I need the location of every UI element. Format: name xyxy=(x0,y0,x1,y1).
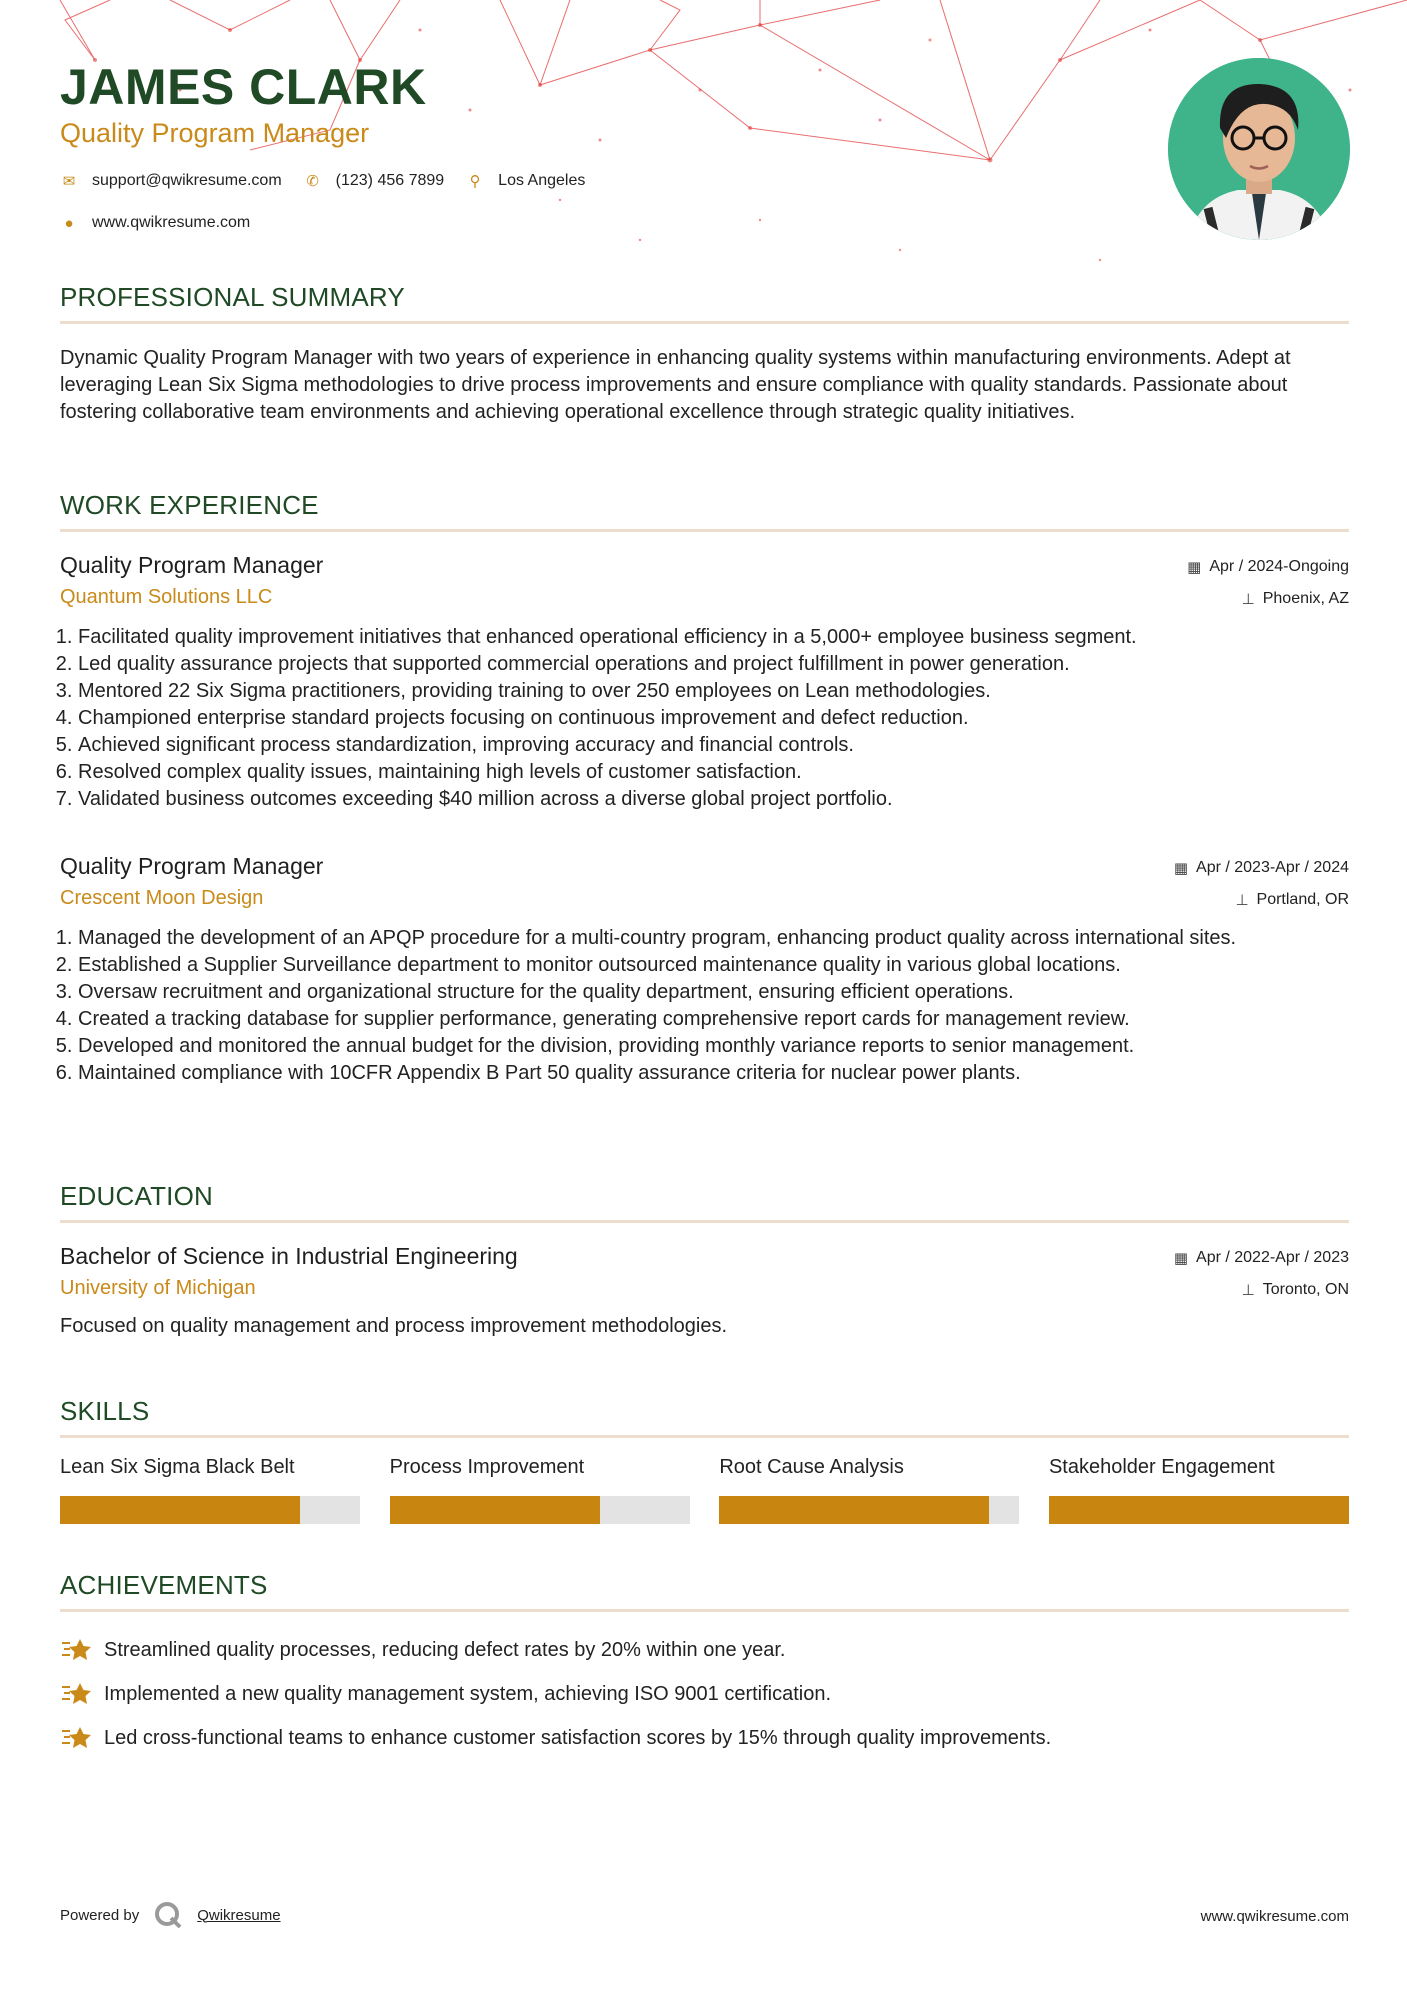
list-item xyxy=(60,1716,1349,1760)
achievement-text: Led cross-functional teams to enhance customer satisfaction scores by 15% through quality improvements. xyxy=(104,1726,1052,1749)
skill-item xyxy=(60,1456,360,1524)
list-item: 2. Led quality assurance projects that supported commercial operations and project fulfillment in power generation. xyxy=(78,651,1349,678)
star-medal-icon xyxy=(60,1679,94,1709)
map-pin-icon: ⚲ xyxy=(469,173,481,190)
skill-bar-fill xyxy=(390,1496,600,1524)
footer-website[interactable]: www.qwikresume.com xyxy=(1200,1908,1349,1925)
job-date-text: Apr / 2023-Apr / 2024 xyxy=(1196,859,1349,876)
achievements-heading: ACHIEVEMENTS xyxy=(60,1570,268,1600)
skills-heading: SKILLS xyxy=(60,1396,150,1426)
candidate-title: Quality Program Manager xyxy=(60,118,370,148)
skill-bar-fill xyxy=(60,1496,300,1524)
skill-bar-track xyxy=(1049,1496,1349,1524)
location-text: Los Angeles xyxy=(498,172,586,189)
education-location xyxy=(1242,1281,1349,1299)
skill-bar-fill xyxy=(1049,1496,1349,1524)
education-location-text: Toronto, ON xyxy=(1262,1281,1349,1298)
skill-name: Stakeholder Engagement xyxy=(1048,1456,1275,1478)
experience-heading: WORK EXPERIENCE xyxy=(60,490,319,520)
calendar-icon: ▦ xyxy=(1187,559,1202,576)
list-item: 6. Maintained compliance with 10CFR Appendix B Part 50 quality assurance criteria for nuclear power plants. xyxy=(78,1060,1349,1087)
job-title: Quality Program Manager xyxy=(60,853,324,879)
powered-by-label: Powered by xyxy=(60,1906,140,1924)
summary-text: Dynamic Quality Program Manager with two years of experience in enhancing quality systems within manufacturing environments. Adept at leveraging Lean Six Sigma methodologies to drive process improvements and ensure compliance with quality standards. Passionate about fostering collaborative team environments and achieving operational excellence through strategic quality initiatives. xyxy=(60,347,1291,423)
email-text: support@qwikresume.com xyxy=(92,172,282,189)
pushpin-icon: ⊥ xyxy=(1241,1282,1255,1299)
achievements-list xyxy=(60,1628,1349,1760)
skill-name: Process Improvement xyxy=(389,1456,585,1478)
list-item: 3. Mentored 22 Six Sigma practitioners, providing training to over 250 employees on Lean methodologies. xyxy=(78,678,1349,705)
list-item: 7. Validated business outcomes exceeding $40 million across a diverse global project portfolio. xyxy=(78,786,1349,813)
achievement-text: Implemented a new quality management system, achieving ISO 9001 certification. xyxy=(104,1682,832,1705)
section-divider xyxy=(60,1435,1349,1438)
skill-name: Root Cause Analysis xyxy=(719,1456,904,1478)
pushpin-icon: ⊥ xyxy=(1241,591,1255,608)
avatar xyxy=(1168,58,1350,240)
email-item[interactable] xyxy=(60,172,282,190)
education-date-text: Apr / 2022-Apr / 2023 xyxy=(1196,1249,1349,1266)
list-item: 4. Championed enterprise standard projects focusing on continuous improvement and defect reduction. xyxy=(78,705,1349,732)
phone-text: (123) 456 7899 xyxy=(335,172,445,189)
skill-item xyxy=(390,1456,690,1524)
skill-bar-fill xyxy=(719,1496,989,1524)
achievement-text: Streamlined quality processes, reducing defect rates by 20% within one year. xyxy=(104,1638,786,1661)
job-title: Quality Program Manager xyxy=(60,552,324,578)
envelope-icon: ✉ xyxy=(62,173,76,190)
star-medal-icon xyxy=(60,1635,94,1665)
section-divider xyxy=(60,321,1349,324)
skill-bar-track xyxy=(719,1496,1019,1524)
section-divider xyxy=(60,1609,1349,1612)
section-divider xyxy=(60,529,1349,532)
list-item: 6. Resolved complex quality issues, maintaining high levels of customer satisfaction. xyxy=(78,759,1349,786)
location-item xyxy=(466,172,585,190)
phone-item[interactable] xyxy=(304,172,445,190)
job-company: Quantum Solutions LLC xyxy=(60,586,273,608)
contact-row xyxy=(60,172,607,190)
job-bullets xyxy=(60,624,1349,813)
job-date-text: Apr / 2024-Ongoing xyxy=(1209,558,1349,575)
calendar-icon: ▦ xyxy=(1173,860,1189,877)
job-date xyxy=(1187,558,1349,576)
list-item: 5. Achieved significant process standardization, improving accuracy and financial controls. xyxy=(78,732,1349,759)
job-location-text: Phoenix, AZ xyxy=(1262,590,1349,607)
skill-item xyxy=(719,1456,1019,1524)
education-date xyxy=(1174,1249,1349,1267)
candidate-name: JAMES CLARK xyxy=(60,59,427,115)
school-name: University of Michigan xyxy=(60,1277,256,1299)
list-item: 1. Managed the development of an APQP procedure for a multi-country program, enhancing product quality across international sites. xyxy=(78,925,1349,952)
brand-link[interactable]: Qwikresume xyxy=(197,1906,281,1924)
job-bullets xyxy=(60,925,1349,1087)
job-location xyxy=(1242,590,1349,608)
skill-name: Lean Six Sigma Black Belt xyxy=(60,1456,295,1478)
skill-item xyxy=(1049,1456,1349,1524)
phone-icon: ✆ xyxy=(306,173,319,190)
education-heading: EDUCATION xyxy=(60,1181,213,1211)
list-item: 4. Created a tracking database for supplier performance, generating comprehensive report cards for management review. xyxy=(78,1006,1349,1033)
job-location xyxy=(1235,891,1349,909)
website-text: www.qwikresume.com xyxy=(92,214,251,231)
skill-bar-track xyxy=(60,1496,360,1524)
qwikresume-logo-icon xyxy=(153,1900,183,1930)
powered-by xyxy=(60,1900,281,1930)
summary-heading: PROFESSIONAL SUMMARY xyxy=(60,282,405,312)
job-date xyxy=(1174,859,1349,877)
section-divider xyxy=(60,1220,1349,1223)
list-item: 2. Established a Supplier Surveillance department to monitor outsourced maintenance quality in various global locations. xyxy=(78,952,1349,979)
star-medal-icon xyxy=(60,1723,94,1753)
list-item: 1. Facilitated quality improvement initiatives that enhanced operational efficiency in a 5,000+ employee business segment. xyxy=(78,624,1349,651)
pushpin-icon: ⊥ xyxy=(1235,892,1249,909)
list-item xyxy=(60,1628,1349,1672)
degree-title: Bachelor of Science in Industrial Engineering xyxy=(60,1243,518,1269)
job-company: Crescent Moon Design xyxy=(60,887,264,909)
globe-icon: ● xyxy=(64,214,74,232)
education-description: Focused on quality management and process improvement methodologies. xyxy=(60,1315,728,1337)
skills-list xyxy=(60,1456,1349,1524)
list-item: 5. Developed and monitored the annual budget for the division, providing monthly variance reports to senior management. xyxy=(78,1033,1349,1060)
list-item: 3. Oversaw recruitment and organizational structure for the quality department, ensuring efficient operations. xyxy=(78,979,1349,1006)
calendar-icon: ▦ xyxy=(1173,1250,1189,1267)
skill-bar-track xyxy=(390,1496,690,1524)
list-item xyxy=(60,1672,1349,1716)
website-item[interactable] xyxy=(60,214,250,232)
portrait-illustration xyxy=(1168,58,1350,240)
job-location-text: Portland, OR xyxy=(1256,891,1349,908)
